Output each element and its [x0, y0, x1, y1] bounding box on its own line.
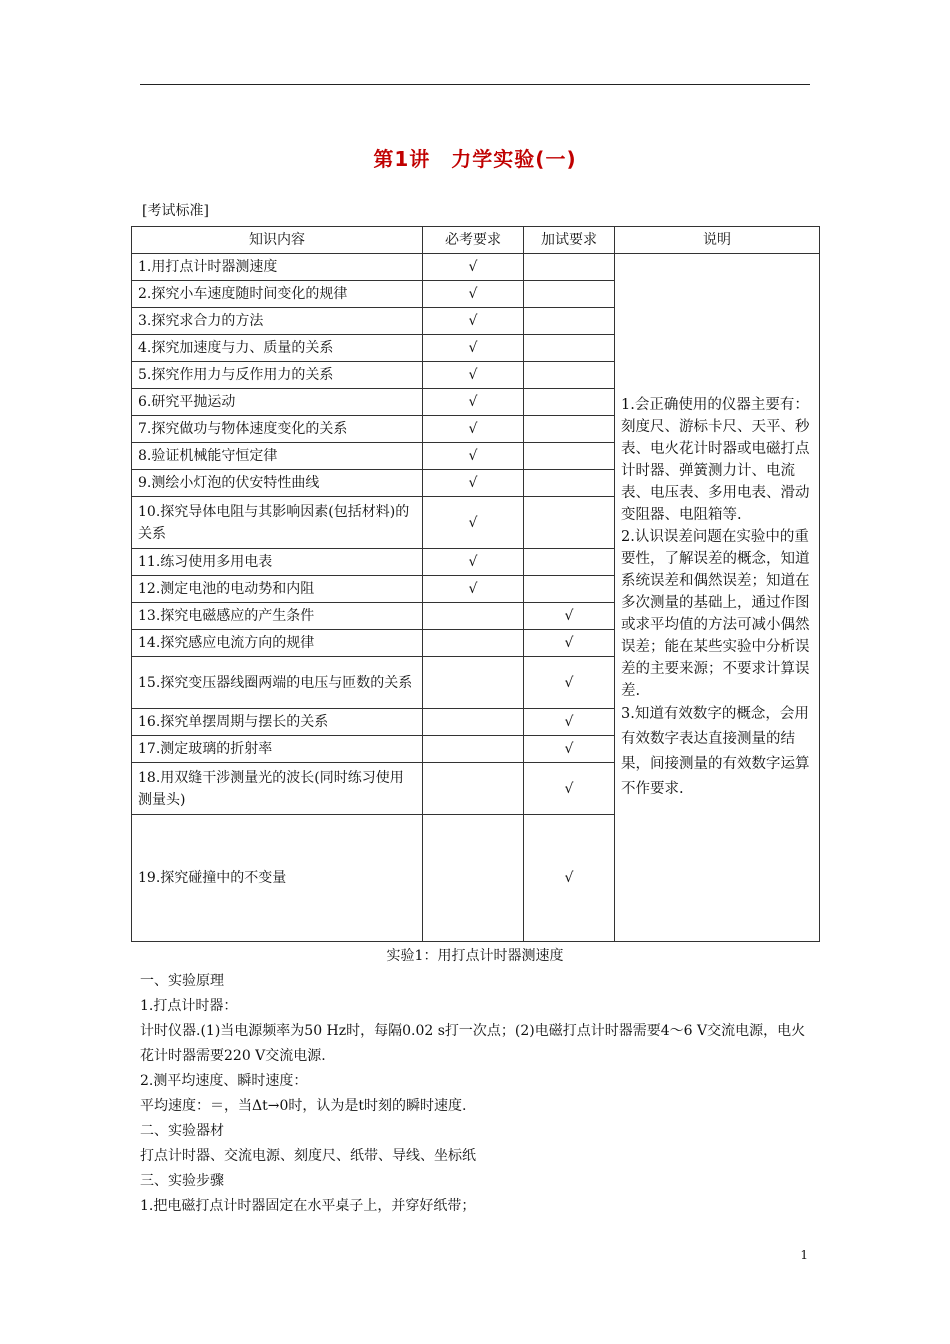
row-extra-check: √: [524, 603, 615, 630]
row-required-check: √: [423, 281, 524, 308]
row-content: 3.探究求合力的方法: [132, 308, 423, 335]
note-significant-figures: 3.知道有效数字的概念，会用有效数字表达直接测量的结果，间接测量的有效数字运算不作要求.: [621, 705, 810, 797]
section-heading: 三、实验步骤: [140, 1173, 224, 1189]
row-required-check: √: [423, 470, 524, 497]
row-content: 16.探究单摆周期与摆长的关系: [132, 709, 423, 736]
note-errors: 2.认识误差问题在实验中的重要性，了解误差的概念，知道系统误差和偶然误差；知道在多次测量的基础上，通过作图或求平均值的方法可减小偶然误差；能在某些实验中分析误差的主要来源；不要求计算误差.: [621, 528, 810, 699]
body-line: 打点计时器、交流电源、刻度尺、纸带、导线、坐标纸: [140, 1148, 476, 1164]
row-extra-check: [524, 335, 615, 362]
row-extra-check: [524, 362, 615, 389]
row-content: 8.验证机械能守恒定律: [132, 443, 423, 470]
row-extra-check: √: [524, 763, 615, 815]
row-content: 15.探究变压器线圈两端的电压与匝数的关系: [132, 657, 423, 709]
row-required-check: √: [423, 416, 524, 443]
row-required-check: [423, 603, 524, 630]
body-line: 1.把电磁打点计时器固定在水平桌子上，并穿好纸带；: [140, 1198, 476, 1214]
body-paragraph: 计时仪器.(1)当电源频率为50 Hz时，每隔0.02 s打一次点；(2)电磁打点计时器需要4～6 V交流电源，电火花计时器需要220 V交流电源.: [140, 1023, 806, 1064]
row-content: 9.测绘小灯泡的伏安特性曲线: [132, 470, 423, 497]
row-required-check: √: [423, 389, 524, 416]
row-required-check: √: [423, 497, 524, 549]
row-extra-check: [524, 416, 615, 443]
notes-cell: [615, 254, 820, 942]
row-content: 7.探究做功与物体速度变化的关系: [132, 416, 423, 443]
row-extra-check: [524, 470, 615, 497]
row-required-check: [423, 815, 524, 942]
row-content: 11.练习使用多用电表: [132, 549, 423, 576]
row-extra-check: √: [524, 736, 615, 763]
row-required-check: [423, 709, 524, 736]
row-required-check: √: [423, 308, 524, 335]
header-extra: 加试要求: [524, 227, 615, 254]
row-required-check: √: [423, 576, 524, 603]
row-required-check: √: [423, 254, 524, 281]
row-content: 1.用打点计时器测速度: [132, 254, 423, 281]
body-line: 1.打点计时器：: [140, 998, 238, 1014]
row-extra-check: √: [524, 657, 615, 709]
row-extra-check: √: [524, 630, 615, 657]
page-title: 第1讲 力学实验(一): [373, 147, 577, 171]
body-line: 2.测平均速度、瞬时速度：: [140, 1073, 308, 1089]
row-extra-check: [524, 281, 615, 308]
row-extra-check: √: [524, 815, 615, 942]
row-content: 13.探究电磁感应的产生条件: [132, 603, 423, 630]
experiment-caption: 实验1：用打点计时器测速度: [386, 948, 564, 964]
row-required-check: √: [423, 443, 524, 470]
row-content: 2.探究小车速度随时间变化的规律: [132, 281, 423, 308]
row-content: 10.探究导体电阻与其影响因素(包括材料)的关系: [132, 497, 423, 549]
row-content: 12.测定电池的电动势和内阻: [132, 576, 423, 603]
row-required-check: [423, 630, 524, 657]
row-content: 5.探究作用力与反作用力的关系: [132, 362, 423, 389]
page-number: 1: [800, 1248, 808, 1262]
header-notes: 说明: [615, 227, 820, 254]
row-required-check: √: [423, 335, 524, 362]
note-instruments: 1.会正确使用的仪器主要有：刻度尺、游标卡尺、天平、秒表、电火花计时器或电磁打点计时器、弹簧测力计、电流表、电压表、多用电表、滑动变阻器、电阻箱等.: [621, 396, 810, 523]
experiment-body: [140, 969, 812, 1219]
row-required-check: [423, 736, 524, 763]
header-content: 知识内容: [132, 227, 423, 254]
row-extra-check: [524, 443, 615, 470]
row-required-check: [423, 657, 524, 709]
section-heading: 一、实验原理: [140, 973, 224, 989]
row-extra-check: [524, 308, 615, 335]
row-content: 6.研究平抛运动: [132, 389, 423, 416]
row-extra-check: [524, 549, 615, 576]
row-required-check: √: [423, 362, 524, 389]
standards-table: [131, 226, 820, 942]
header-required: 必考要求: [423, 227, 524, 254]
row-content: 19.探究碰撞中的不变量: [132, 815, 423, 942]
row-required-check: √: [423, 549, 524, 576]
table-row: [132, 254, 820, 281]
row-extra-check: [524, 254, 615, 281]
row-extra-check: [524, 576, 615, 603]
standards-label: [考试标准]: [142, 203, 209, 219]
row-content: 4.探究加速度与力、质量的关系: [132, 335, 423, 362]
row-required-check: [423, 763, 524, 815]
section-heading: 二、实验器材: [140, 1123, 224, 1139]
row-content: 18.用双缝干涉测量光的波长(同时练习使用测量头): [132, 763, 423, 815]
row-extra-check: [524, 497, 615, 549]
body-line: 平均速度：＝，当Δt→0时，认为是t时刻的瞬时速度.: [140, 1098, 467, 1114]
row-extra-check: [524, 389, 615, 416]
row-content: 14.探究感应电流方向的规律: [132, 630, 423, 657]
header-rule: [140, 84, 810, 85]
row-content: 17.测定玻璃的折射率: [132, 736, 423, 763]
row-extra-check: √: [524, 709, 615, 736]
